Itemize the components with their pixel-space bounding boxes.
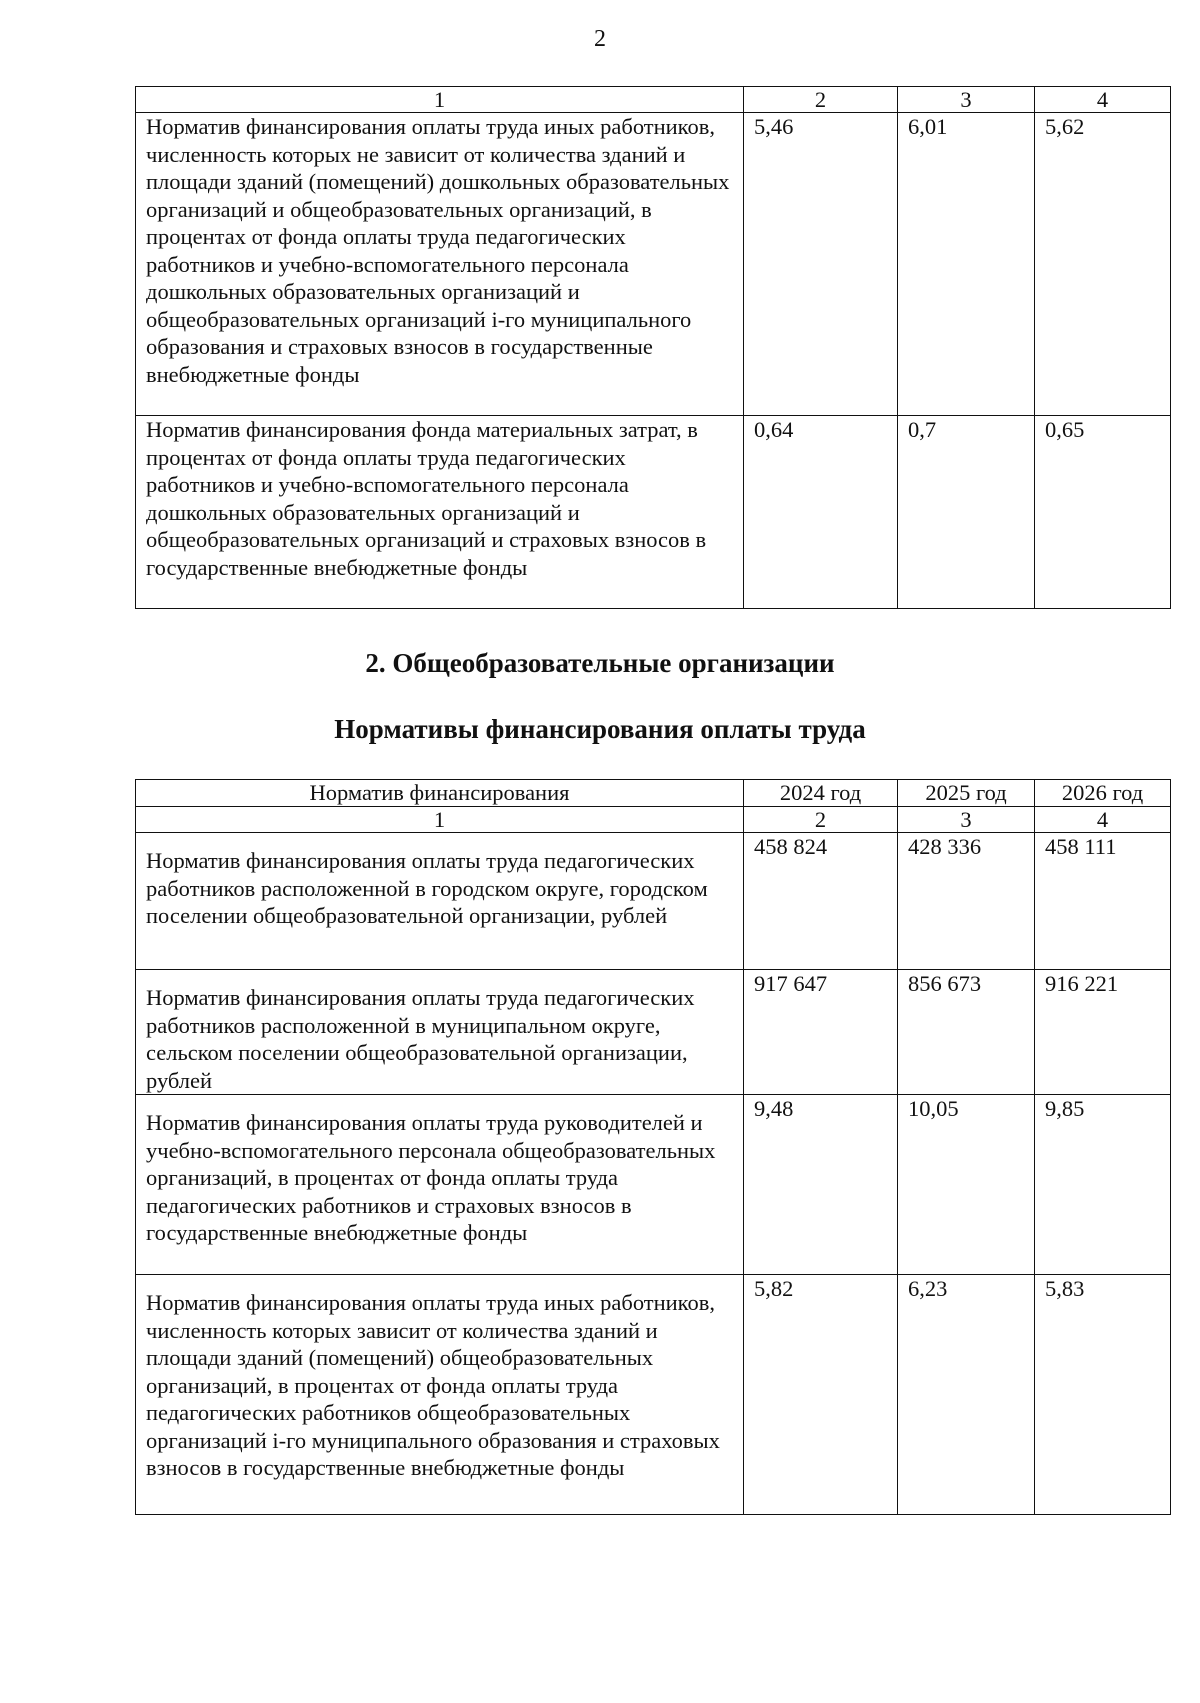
table-row — [136, 833, 1171, 970]
norm-label: Норматив финансирования оплаты труда руководителей и учебно-вспомогательного персонала общеобразовательных организаций, в процентах от фонда оплаты труда педагогических работников и страховых взносов в государственные внебюджетные фонды — [136, 1095, 744, 1275]
value-2026: 5,83 — [1035, 1275, 1171, 1515]
subsection-title: Нормативы финансирования оплаты труда — [334, 714, 866, 744]
value-2024: 0,64 — [744, 416, 898, 609]
value-2024: 5,82 — [744, 1275, 898, 1515]
table-row — [136, 113, 1171, 416]
column-number: 3 — [898, 87, 1035, 113]
value-2024: 9,48 — [744, 1095, 898, 1275]
column-header: 2026 год — [1035, 780, 1171, 807]
column-header: 2025 год — [898, 780, 1035, 807]
norm-label: Норматив финансирования фонда материальных затрат, в процентах от фонда оплаты труда педагогических работников и учебно-вспомогательного персонала дошкольных образовательных организаций и общеобразовательных организаций и страховых взносов в государственные внебюджетные фонды — [136, 416, 744, 609]
table-row — [136, 1095, 1171, 1275]
page-number: 2 — [594, 26, 606, 52]
value-2026: 9,85 — [1035, 1095, 1171, 1275]
norm-label: Норматив финансирования оплаты труда иных работников, численность которых не зависит от количества зданий и площади зданий (помещений) дошкольных образовательных организаций и общеобразовательных организаций, в процентах от фонда оплаты труда педагогических работников и учебно-вспомогательного персонала дошкольных образовательных организаций и общеобразовательных организаций i-го муниципального образования и страховых взносов в государственные внебюджетные фонды — [136, 113, 744, 416]
norm-label: Норматив финансирования оплаты труда педагогических работников расположенной в городском округе, городском поселении общеобразовательной организации, рублей — [136, 833, 744, 970]
value-2026: 458 111 — [1035, 833, 1171, 970]
norm-label: Норматив финансирования оплаты труда иных работников, численность которых зависит от количества зданий и площади зданий (помещений) общеобразовательных организаций, в процентах от фонда оплаты труда педагогических работников общеобразовательных организаций i-го муниципального образования и страховых взносов в государственные внебюджетные фонды — [136, 1275, 744, 1515]
table-row — [136, 970, 1171, 1095]
school-financing-norms-table — [135, 779, 1171, 1515]
table-row — [136, 416, 1171, 609]
value-2025: 428 336 — [898, 833, 1035, 970]
column-header: 2024 год — [744, 780, 898, 807]
value-2024: 5,46 — [744, 113, 898, 416]
table-number-row — [136, 807, 1171, 833]
value-2025: 856 673 — [898, 970, 1035, 1095]
value-2025: 6,23 — [898, 1275, 1035, 1515]
value-2026: 0,65 — [1035, 416, 1171, 609]
column-number: 4 — [1035, 807, 1171, 833]
column-number: 1 — [136, 87, 744, 113]
column-header: Норматив финансирования — [136, 780, 744, 807]
table-header-row — [136, 780, 1171, 807]
value-2026: 916 221 — [1035, 970, 1171, 1095]
column-number: 4 — [1035, 87, 1171, 113]
norm-label: Норматив финансирования оплаты труда педагогических работников расположенной в муниципальном округе, сельском поселении общеобразовательной организации, рублей — [136, 970, 744, 1095]
table-row — [136, 1275, 1171, 1515]
value-2024: 917 647 — [744, 970, 898, 1095]
financing-norms-table-continued — [135, 86, 1171, 609]
column-number: 2 — [744, 807, 898, 833]
table-number-row — [136, 87, 1171, 113]
value-2025: 6,01 — [898, 113, 1035, 416]
column-number: 1 — [136, 807, 744, 833]
column-number: 3 — [898, 807, 1035, 833]
value-2026: 5,62 — [1035, 113, 1171, 416]
column-number: 2 — [744, 87, 898, 113]
section-title: 2. Общеобразовательные организации — [365, 648, 835, 678]
value-2025: 10,05 — [898, 1095, 1035, 1275]
value-2025: 0,7 — [898, 416, 1035, 609]
value-2024: 458 824 — [744, 833, 898, 970]
